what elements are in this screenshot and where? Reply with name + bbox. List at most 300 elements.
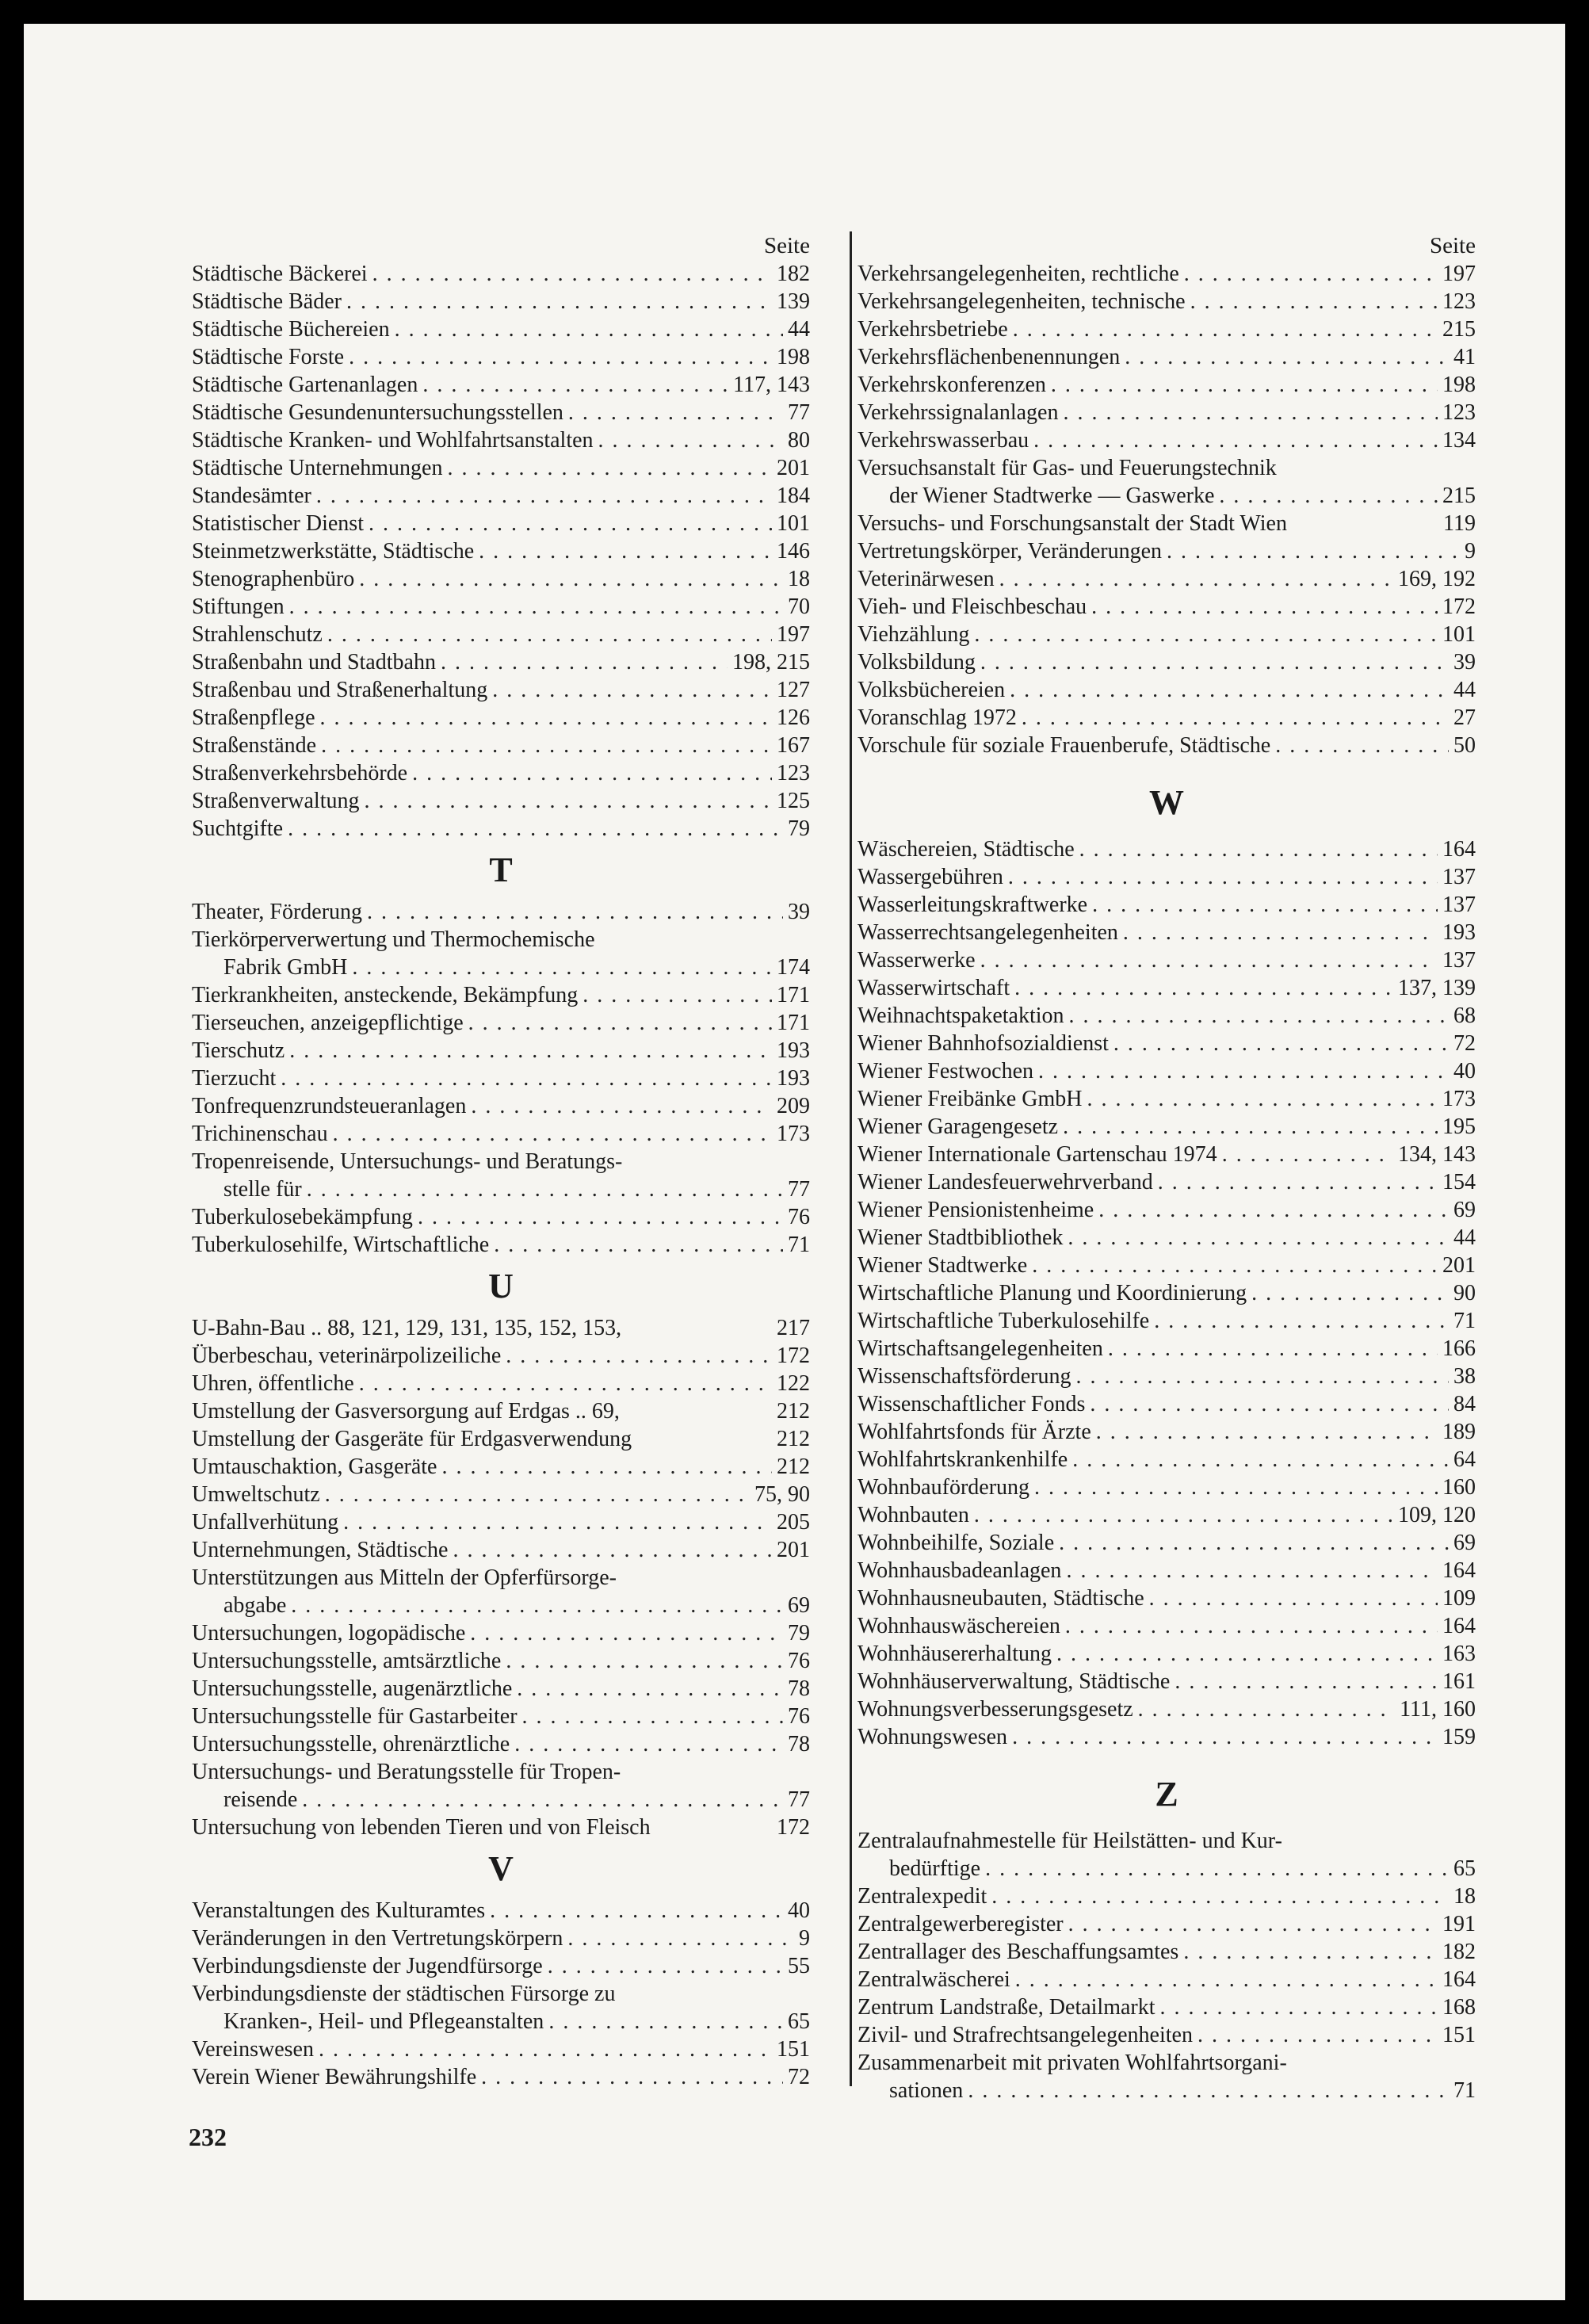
entry-pages: 182 — [1442, 1940, 1476, 1964]
entry-text: Theater, Förderung — [192, 900, 363, 924]
leader-dots — [365, 787, 773, 815]
leader-dots — [999, 565, 1393, 593]
entry-line — [858, 1993, 1476, 2021]
leader-dots — [1149, 1584, 1438, 1612]
entry-text: Straßenbahn und Stadtbahn — [192, 650, 436, 675]
entry-line — [192, 621, 810, 648]
index-entry — [192, 1647, 810, 1675]
entry-text: Städtische Bäder — [192, 289, 342, 314]
entry-pages: 9 — [799, 1926, 810, 1951]
entry-text: Weihnachtspaketaktion — [858, 1003, 1064, 1028]
entry-text: stelle für — [223, 1177, 302, 1202]
entry-pages: 197 — [1442, 262, 1476, 286]
entry-line — [858, 974, 1476, 1002]
entry-text: Zivil- und Strafrechtsangelegenheiten — [858, 2023, 1193, 2047]
index-entry — [858, 315, 1476, 343]
entry-pages: 65 — [788, 2009, 810, 2034]
entry-text: Wohlfahrtsfonds für Ärzte — [858, 1420, 1091, 1444]
entry-pages: 18 — [788, 567, 810, 591]
leader-dots — [302, 1786, 783, 1814]
entry-pages: 137 — [1442, 865, 1476, 889]
entry-line — [192, 1814, 810, 1841]
index-entry — [858, 510, 1476, 537]
entry-text: Untersuchungs- und Beratungsstelle für Tropen- — [192, 1760, 621, 1784]
entry-text: Städtische Bäckerei — [192, 262, 368, 286]
entry-pages: 193 — [1442, 920, 1476, 945]
leader-dots — [1092, 891, 1438, 919]
entry-pages: 173 — [777, 1122, 810, 1146]
index-entry — [858, 1612, 1476, 1640]
entry-text: Straßenpflege — [192, 705, 315, 730]
entry-line — [192, 371, 810, 399]
entry-text: Standesämter — [192, 484, 311, 508]
leader-dots — [441, 648, 728, 676]
entry-continuation — [192, 1592, 810, 1619]
entry-pages: 201 — [777, 456, 810, 480]
leader-dots — [453, 1536, 772, 1564]
entry-line — [192, 593, 810, 621]
entry-text: Verein Wiener Bewährungshilfe — [192, 2065, 477, 2089]
entry-line — [858, 1390, 1476, 1418]
entry-text: Wohlfahrtskrankenhilfe — [858, 1447, 1068, 1472]
leader-dots — [598, 426, 783, 454]
entry-text: Strahlenschutz — [192, 622, 323, 647]
leader-dots — [974, 621, 1438, 648]
entry-pages: 212 — [777, 1454, 810, 1479]
entry-pages: 171 — [777, 983, 810, 1007]
leader-dots — [1056, 1640, 1438, 1668]
entry-pages: 77 — [788, 1787, 810, 1812]
index-entry — [858, 1196, 1476, 1224]
entry-text: Umweltschutz — [192, 1482, 320, 1507]
index-entry — [192, 1453, 810, 1481]
entry-line — [858, 565, 1476, 593]
entry-line — [858, 1252, 1476, 1279]
section-spacer — [858, 1751, 1476, 1767]
leader-dots — [548, 2008, 783, 2035]
entry-text: Wiener Garagengesetz — [858, 1114, 1059, 1139]
entry-text: Tierkrankheiten, ansteckende, Bekämpfung — [192, 983, 579, 1007]
leader-dots — [352, 954, 772, 981]
entry-line — [858, 1141, 1476, 1168]
entry-text: Uhren, öffentliche — [192, 1371, 354, 1396]
leader-dots — [359, 1370, 772, 1397]
entry-text: Tuberkulosehilfe, Wirtschaftliche — [192, 1233, 490, 1257]
index-entry — [858, 1085, 1476, 1113]
entry-text: Unfallverhütung — [192, 1510, 339, 1535]
entry-line — [192, 732, 810, 759]
entry-text: Untersuchungsstelle, augenärztliche — [192, 1676, 513, 1701]
entry-line — [858, 863, 1476, 891]
entry-pages: 172 — [777, 1344, 810, 1368]
entry-text: Versuchs- und Forschungsanstalt der Stadt Wien — [858, 511, 1287, 536]
entry-line — [192, 1619, 810, 1647]
entry-text: Verkehrsangelegenheiten, rechtliche — [858, 262, 1179, 286]
entry-line — [192, 482, 810, 510]
entry-pages: 159 — [1442, 1725, 1476, 1749]
index-entry — [858, 1418, 1476, 1446]
index-entry — [192, 315, 810, 343]
entry-text: Unternehmungen, Städtische — [192, 1538, 449, 1562]
entry-text: Zentralgewerberegister — [858, 1912, 1064, 1936]
leader-dots — [1096, 1418, 1438, 1446]
index-entry — [192, 815, 810, 843]
entry-pages: 215 — [1442, 317, 1476, 342]
entry-text: Suchtgifte — [192, 816, 284, 841]
index-entry — [858, 1640, 1476, 1668]
index-entry — [858, 2049, 1476, 2104]
leader-dots — [492, 676, 772, 704]
section-letter-t: T — [489, 850, 513, 889]
index-entry — [192, 1397, 810, 1425]
leader-dots — [1072, 1446, 1449, 1474]
entry-line — [858, 1196, 1476, 1224]
leader-dots — [468, 1009, 772, 1037]
index-entry — [858, 1529, 1476, 1557]
entry-text: Tierzucht — [192, 1066, 277, 1091]
entry-text: Straßenstände — [192, 733, 317, 758]
index-entry — [192, 676, 810, 704]
entry-line — [858, 1030, 1476, 1057]
index-entry — [192, 1730, 810, 1758]
entry-line — [858, 343, 1476, 371]
leader-dots — [349, 343, 772, 371]
entry-line — [858, 288, 1476, 315]
entry-text: Wohnhausneubauten, Städtische — [858, 1586, 1144, 1611]
index-entry — [858, 371, 1476, 399]
entry-pages: 198, 215 — [732, 650, 810, 675]
entry-pages: 38 — [1453, 1364, 1476, 1389]
leader-dots — [991, 1883, 1449, 1910]
leader-dots — [369, 510, 772, 537]
entry-text: Wohnhäuserverwaltung, Städtische — [858, 1669, 1171, 1694]
leader-dots — [1154, 1307, 1449, 1335]
index-entry — [858, 454, 1476, 510]
entry-pages: 90 — [1453, 1281, 1476, 1305]
entry-pages: 164 — [1442, 1558, 1476, 1583]
seite-header-left: Seite — [764, 233, 810, 258]
entry-pages: 209 — [777, 1094, 810, 1118]
entry-line — [858, 1883, 1476, 1910]
index-entry — [192, 2063, 810, 2091]
entry-continuation — [192, 1175, 810, 1203]
entry-line — [858, 648, 1476, 676]
entry-line — [858, 1827, 1476, 1855]
leader-dots — [1068, 1224, 1449, 1252]
entry-pages: 55 — [788, 1954, 810, 1978]
entry-pages: 197 — [777, 622, 810, 647]
index-entry — [192, 510, 810, 537]
leader-dots — [1038, 1057, 1449, 1085]
index-entry — [192, 898, 810, 926]
entry-pages: 44 — [1453, 1225, 1476, 1250]
entry-text: Wohnbeihilfe, Soziale — [858, 1531, 1055, 1555]
leader-dots — [289, 593, 783, 621]
column-divider — [850, 231, 852, 2086]
entry-pages: 201 — [777, 1538, 810, 1562]
entry-pages: 41 — [1453, 345, 1476, 369]
entry-line — [192, 454, 810, 482]
entry-line — [192, 1481, 810, 1508]
entry-text: Untersuchungen, logopädische — [192, 1621, 466, 1646]
entry-line — [192, 1647, 810, 1675]
entry-pages: 164 — [1442, 1967, 1476, 1992]
index-entry — [858, 1335, 1476, 1363]
entry-text: Wohnbauten — [858, 1503, 969, 1527]
index-entry — [858, 1910, 1476, 1938]
entry-line — [192, 759, 810, 787]
entry-pages: 160 — [1442, 1475, 1476, 1500]
entry-pages: 125 — [777, 789, 810, 813]
index-entry — [858, 537, 1476, 565]
entry-text: Verkehrswasserbau — [858, 428, 1029, 453]
entry-line — [858, 1723, 1476, 1751]
entry-line — [858, 621, 1476, 648]
entry-pages: 167 — [777, 733, 810, 758]
leader-dots — [346, 288, 772, 315]
index-entry — [858, 1252, 1476, 1279]
entry-pages: 69 — [1453, 1198, 1476, 1222]
leader-dots — [291, 1592, 783, 1619]
entry-text: Wirtschaftliche Tuberkulosehilfe — [858, 1309, 1150, 1333]
leader-dots — [980, 946, 1438, 974]
entry-text: Trichinenschau — [192, 1122, 328, 1146]
entry-line — [858, 676, 1476, 704]
entry-text: Zentralaufnahmestelle für Heilstätten- und Kur- — [858, 1829, 1282, 1853]
index-entry — [192, 1814, 810, 1841]
entry-pages: 205 — [777, 1510, 810, 1535]
leader-dots — [412, 759, 772, 787]
entry-pages: 72 — [1453, 1031, 1476, 1056]
index-entry — [192, 288, 810, 315]
entry-line — [858, 946, 1476, 974]
entry-text: Wiener Landesfeuerwehrverband — [858, 1170, 1153, 1194]
index-entry — [192, 426, 810, 454]
leader-dots — [372, 260, 772, 288]
entry-text: Viehzählung — [858, 622, 970, 647]
entry-text: sationen — [889, 2078, 964, 2103]
entry-text: Wassergebühren — [858, 865, 1003, 889]
entry-text: Wiener Festwochen — [858, 1059, 1034, 1084]
entry-line — [192, 1703, 810, 1730]
entry-text: Kranken-, Heil- und Pflegeanstalten — [223, 2009, 544, 2034]
entry-pages: 109, 120 — [1398, 1503, 1476, 1527]
index-entry — [858, 1827, 1476, 1883]
index-page — [24, 24, 1565, 2300]
entry-pages: 18 — [1453, 1884, 1476, 1909]
entry-text: Vereinswesen — [192, 2037, 314, 2062]
entry-text: abgabe — [223, 1593, 287, 1618]
leader-dots — [522, 1703, 783, 1730]
entry-pages: 76 — [788, 1649, 810, 1673]
leader-dots — [470, 1619, 783, 1647]
index-entry — [192, 787, 810, 815]
entry-pages: 151 — [777, 2037, 810, 2062]
leader-dots — [1113, 1030, 1449, 1057]
leader-dots — [974, 1501, 1393, 1529]
index-entry — [858, 1113, 1476, 1141]
leader-dots — [1079, 835, 1438, 863]
entry-text: Straßenverkehrsbehörde — [192, 761, 408, 785]
leader-dots — [548, 1952, 783, 1980]
entry-continuation — [858, 1855, 1476, 1883]
entry-pages: 212 — [777, 1427, 810, 1451]
entry-line — [192, 1980, 810, 2008]
entry-pages: 161 — [1442, 1669, 1476, 1694]
entry-text: Umstellung der Gasversorgung auf Erdgas .. 69, — [192, 1399, 620, 1424]
entry-pages: 122 — [777, 1371, 810, 1396]
leader-dots — [1022, 704, 1449, 732]
index-entry — [858, 1030, 1476, 1057]
entry-line — [192, 510, 810, 537]
entry-pages: 109 — [1442, 1586, 1476, 1611]
index-entry — [858, 2021, 1476, 2049]
leader-dots — [1184, 260, 1438, 288]
leader-dots — [583, 981, 772, 1009]
entry-pages: 76 — [788, 1704, 810, 1729]
entry-line — [858, 1966, 1476, 1993]
index-entry — [858, 1141, 1476, 1168]
entry-pages: 169, 192 — [1398, 567, 1476, 591]
page-number: 232 — [189, 2123, 227, 2151]
entry-pages: 146 — [777, 539, 810, 564]
leader-dots — [1219, 482, 1438, 510]
index-entry — [858, 343, 1476, 371]
leader-dots — [319, 2035, 772, 2063]
entry-text: Fabrik GmbH — [223, 955, 348, 980]
index-entry — [192, 1203, 810, 1231]
leader-dots — [1032, 1252, 1438, 1279]
entry-text: Statistischer Dienst — [192, 511, 364, 536]
entry-text: Untersuchung von lebenden Tieren und von Fleisch — [192, 1815, 651, 1840]
leader-dots — [1068, 1910, 1438, 1938]
entry-pages: 123 — [1442, 289, 1476, 314]
index-entry — [192, 1564, 810, 1619]
entry-text: Straßenverwaltung — [192, 789, 360, 813]
entry-pages: 76 — [788, 1205, 810, 1229]
entry-text: Städtische Unternehmungen — [192, 456, 443, 480]
index-entry — [192, 981, 810, 1009]
entry-line — [858, 1640, 1476, 1668]
entry-line — [192, 565, 810, 593]
entry-text: Untersuchungsstelle für Gastarbeiter — [192, 1704, 518, 1729]
entry-line — [192, 926, 810, 954]
entry-line — [858, 704, 1476, 732]
entry-text: Verbindungsdienste der städtischen Fürsorge zu — [192, 1982, 616, 2006]
leader-dots — [1090, 1390, 1449, 1418]
entry-pages: 39 — [1453, 650, 1476, 675]
index-entry — [858, 1446, 1476, 1474]
entry-pages: 123 — [1442, 400, 1476, 425]
leader-dots — [1160, 1993, 1438, 2021]
leader-dots — [1069, 1002, 1449, 1030]
index-entry — [192, 1897, 810, 1925]
leader-dots — [1015, 1966, 1438, 1993]
entry-line — [192, 343, 810, 371]
entry-pages: 27 — [1453, 705, 1476, 730]
section-letter-z: Z — [1155, 1775, 1178, 1814]
entry-text: Verkehrssignalanlagen — [858, 400, 1059, 425]
entry-text: Wissenschaftlicher Fonds — [858, 1392, 1086, 1416]
entry-pages: 101 — [1442, 622, 1476, 647]
entry-line — [858, 1168, 1476, 1196]
index-entry — [192, 2035, 810, 2063]
index-entry — [858, 1584, 1476, 1612]
leader-dots — [1013, 315, 1438, 343]
entry-line — [858, 835, 1476, 863]
leader-dots — [281, 1065, 772, 1092]
index-entry — [192, 1065, 810, 1092]
index-entry — [858, 1168, 1476, 1196]
index-entry — [858, 1501, 1476, 1529]
entry-text: Wiener Stadtwerke — [858, 1253, 1028, 1278]
entry-line — [192, 1009, 810, 1037]
leader-dots — [506, 1647, 783, 1675]
index-entry — [192, 1037, 810, 1065]
entry-text: Tuberkulosebekämpfung — [192, 1205, 413, 1229]
index-entry — [858, 1474, 1476, 1501]
index-entry — [192, 1703, 810, 1730]
index-entry — [858, 1723, 1476, 1751]
entry-line — [192, 704, 810, 732]
entry-text: Voranschlag 1972 — [858, 705, 1017, 730]
entry-pages: 111, 160 — [1400, 1697, 1476, 1722]
entry-text: Zentralexpedit — [858, 1884, 987, 1909]
entry-pages: 40 — [1453, 1059, 1476, 1084]
entry-line — [192, 1536, 810, 1564]
entry-line — [192, 815, 810, 843]
leader-dots — [316, 482, 772, 510]
leader-dots — [1010, 676, 1449, 704]
leader-dots — [1033, 426, 1438, 454]
entry-pages: 198 — [777, 345, 810, 369]
entry-text: Verbindungsdienste der Jugendfürsorge — [192, 1954, 543, 1978]
entry-pages: 78 — [788, 1676, 810, 1701]
entry-line — [192, 1120, 810, 1148]
leader-dots — [320, 704, 773, 732]
entry-line — [858, 1612, 1476, 1640]
entry-text: Städtische Gesundenuntersuchungsstellen — [192, 400, 563, 425]
entry-line — [192, 1397, 810, 1425]
entry-text: Wäschereien, Städtische — [858, 837, 1075, 862]
entry-pages: 215 — [1442, 484, 1476, 508]
index-entry — [192, 1758, 810, 1814]
entry-pages: 163 — [1442, 1642, 1476, 1666]
entry-text: Wasserrechtsangelegenheiten — [858, 920, 1118, 945]
leader-dots — [1065, 1612, 1438, 1640]
entry-pages: 217 — [777, 1316, 810, 1340]
leader-dots — [494, 1231, 783, 1259]
index-entry — [192, 537, 810, 565]
index-entry — [858, 1363, 1476, 1390]
index-entry — [858, 891, 1476, 919]
entry-continuation — [858, 2077, 1476, 2104]
entry-line — [192, 1037, 810, 1065]
leader-dots — [517, 1675, 783, 1703]
entry-text: Volksbüchereien — [858, 678, 1006, 702]
entry-line — [858, 1668, 1476, 1695]
leader-dots — [1125, 343, 1449, 371]
entry-pages: 79 — [788, 816, 810, 841]
leader-dots — [307, 1175, 783, 1203]
entry-text: Volksbildung — [858, 650, 976, 675]
left-groups — [192, 260, 810, 2091]
index-entry — [192, 1231, 810, 1259]
entry-pages: 171 — [777, 1011, 810, 1035]
entry-line — [858, 1557, 1476, 1584]
entry-pages: 69 — [788, 1593, 810, 1618]
entry-text: Tierschutz — [192, 1038, 285, 1063]
